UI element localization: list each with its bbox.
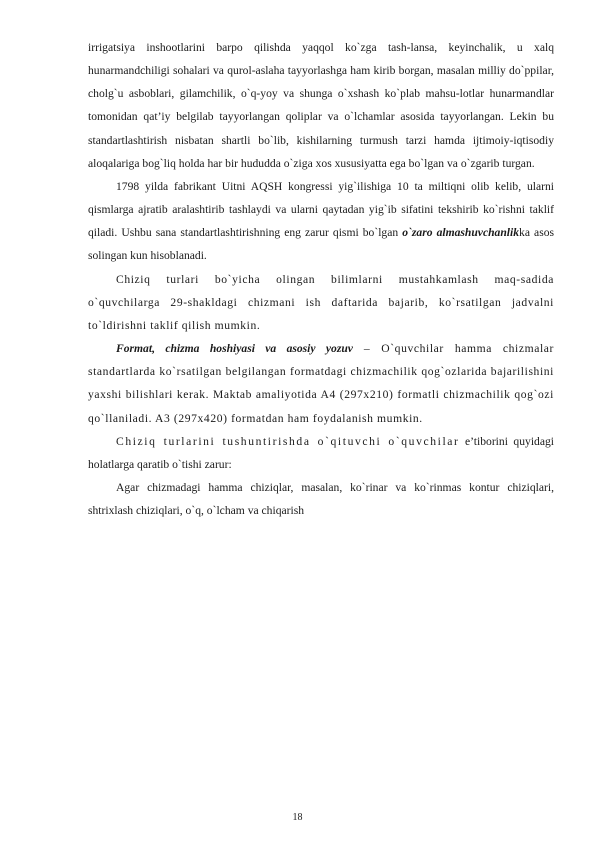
paragraph-6: Agar chizmadagi hamma chiziqlar, masalan, ko`rinar va ko`rinmas kontur chiziqlari, shtrixlash chiziqlari, o`q, o`lcham va chiqarish [88, 480, 554, 518]
body-text [88, 36, 554, 522]
spaced-text: Chiziq turlarini tushuntirishda o`qituvchi o`quvchilar [116, 434, 460, 448]
emphasis-term: o`zaro almashuvchanlik [402, 226, 520, 240]
page-number: 18 [292, 812, 303, 823]
paragraph-2 [88, 175, 554, 268]
paragraph-5 [88, 430, 554, 476]
paragraph-4 [88, 337, 554, 430]
section-heading-inline: Format, chizma hoshiyasi va asosiy yozuv [116, 342, 353, 356]
paragraph-1: irrigatsiya inshootlarini barpo qilishda yaqqol ko`zga tash-lansa, keyinchalik, u xalq hunarmandchiligi sohalari va qurol-aslaha tayyorlashga ham kirib borgan, masalan milliy do`ppilar, cholg`u asboblari, gilamchilik, o`q-yoy va shunga o`xshash ko`plab mahsu-lotlar hunarmandlar tomonidan qat’iy belgilab tayyorlangan qoliplar va o`lchamlar asosida tayyorlangan. Lekin bu standartlashtirish nisbatan shartli bo`lib, kishilarning turmush tarzi hamda ijtimoiy-iqtisodiy aloqalariga bog`liq holda har bir hududda o`ziga xos xususiyatta ega bo`lgan va o`zgarib turgan. [88, 41, 554, 170]
paragraph-2-text: 1798 yilda fabrikant Uitni AQSH kongressi yig`ilishiga 10 ta miltiqni olib kelib, ularni qismlarga ajratib aralashtirib tashlaydi va ularni qaytadan yig`ib sifatini tekshirib ko`rishni taklif qiladi. Ushbu sana standartlashtirishning eng zarur qismi bo`lgan [88, 179, 554, 240]
paragraph-5-text: e’tiborini quyidagi holatlarga qaratib o`tishi zarur: [88, 434, 555, 471]
paragraph-3: Chiziq turlari bo`yicha olingan bilimlarni mustahkamlash maq-sadida o`quvchilarga 29-shakldagi chizmani ish daftarida bajarib, ko`rsatilgan jadvalni to`ldirishni taklif qilish mumkin. [88, 272, 554, 332]
paragraph-2-tail: ka asos solingan kun hisoblanadi. [88, 226, 555, 263]
paragraph-4-text: – O`quvchilar hamma chizmalar standartlarda ko`rsatilgan belgilangan formatdagi chizmachilik qog`ozlarida bajarilishini yaxshi bilishlari kerak. Maktab amaliyotida A4 (297x210) formatli chizmachilik qog`ozi qo`llaniladi. A3 (297x420) formatdan ham foydalanish mumkin. [88, 342, 554, 425]
